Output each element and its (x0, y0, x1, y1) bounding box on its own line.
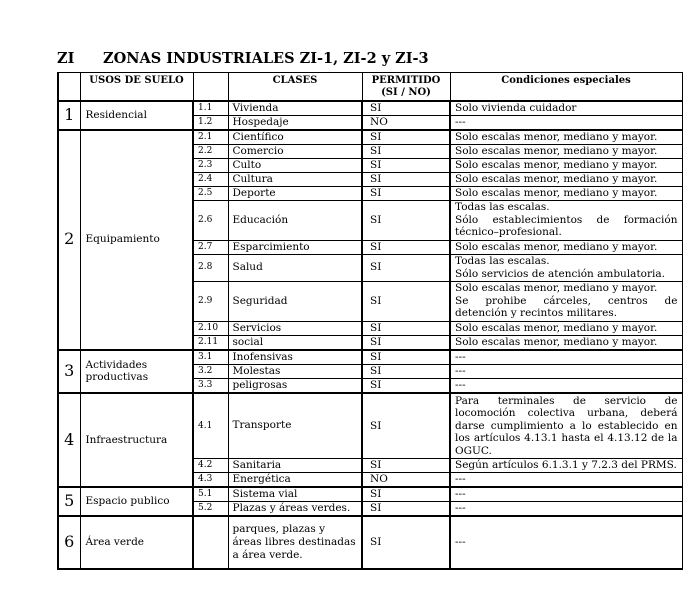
group-number: 1 (58, 101, 80, 130)
class-name: Molestas (228, 364, 362, 378)
class-code: 2.4 (193, 172, 228, 186)
permitted-value: NO (362, 473, 450, 488)
class-code: 2.8 (193, 254, 228, 281)
group-name: Residencial (80, 101, 193, 130)
class-name: Culto (228, 158, 362, 172)
permitted-value: SI (362, 459, 450, 473)
special-conditions: Todas las escalas. Sólo establecimientos de formación técnico–profesional. (450, 200, 682, 240)
class-code: 3.1 (193, 350, 228, 365)
special-conditions: Solo escalas menor, mediano y mayor. (450, 240, 682, 254)
special-conditions: --- (450, 502, 682, 517)
special-conditions: --- (450, 364, 682, 378)
class-name: Inofensivas (228, 350, 362, 365)
class-code: 2.7 (193, 240, 228, 254)
class-code (193, 516, 228, 569)
class-name: Educación (228, 200, 362, 240)
permitted-value: SI (362, 101, 450, 116)
class-code: 2.5 (193, 186, 228, 200)
permitted-value: SI (362, 200, 450, 240)
group-name: Área verde (80, 516, 193, 569)
table-row (58, 130, 682, 145)
special-conditions: --- (450, 350, 682, 365)
special-conditions: --- (450, 115, 682, 130)
class-name: Transporte (228, 393, 362, 459)
permitted-value: SI (362, 172, 450, 186)
class-name: peligrosas (228, 378, 362, 393)
permitted-value: SI (362, 516, 450, 569)
class-name: Deporte (228, 186, 362, 200)
header-blank (58, 73, 80, 101)
special-conditions: --- (450, 487, 682, 502)
class-code: 2.10 (193, 321, 228, 335)
class-name: Sanitaria (228, 459, 362, 473)
permitted-value: SI (362, 254, 450, 281)
header-code-blank (193, 73, 228, 101)
group-number: 6 (58, 516, 80, 569)
header-clases: CLASES (228, 73, 362, 101)
permitted-value: SI (362, 281, 450, 321)
header-usos: USOS DE SUELO (80, 73, 193, 101)
special-conditions: Según artículos 6.1.3.1 y 7.2.3 del PRMS. (450, 459, 682, 473)
group-name: Actividades productivas (80, 350, 193, 393)
table-row (58, 516, 682, 569)
zoning-table (57, 72, 683, 570)
group-number: 5 (58, 487, 80, 516)
permitted-value: SI (362, 393, 450, 459)
class-code: 2.1 (193, 130, 228, 145)
permitted-value: SI (362, 130, 450, 145)
special-conditions: Solo vivienda cuidador (450, 101, 682, 116)
table-row (58, 487, 682, 502)
class-code: 3.3 (193, 378, 228, 393)
group-name: Infraestructura (80, 393, 193, 488)
class-code: 4.3 (193, 473, 228, 488)
permitted-value: SI (362, 335, 450, 350)
class-name: Seguridad (228, 281, 362, 321)
class-name: social (228, 335, 362, 350)
special-conditions: Para terminales de servicio de locomoción colectiva urbana, deberá darse cumplimiento a lo establecido en los artículos 4.13.1 hasta el 4.13.12 de la OGUC. (450, 393, 682, 459)
class-name: Comercio (228, 144, 362, 158)
special-conditions: --- (450, 473, 682, 488)
permitted-value: SI (362, 350, 450, 365)
permitted-value: SI (362, 364, 450, 378)
permitted-value: SI (362, 144, 450, 158)
table-row (58, 393, 682, 459)
class-code: 3.2 (193, 364, 228, 378)
permitted-value: SI (362, 240, 450, 254)
permitted-value: SI (362, 158, 450, 172)
header-condiciones: Condiciones especiales (450, 73, 682, 101)
page-title (57, 50, 429, 67)
class-code: 2.11 (193, 335, 228, 350)
permitted-value: NO (362, 115, 450, 130)
permitted-value: SI (362, 378, 450, 393)
class-name: Científico (228, 130, 362, 145)
class-code: 4.1 (193, 393, 228, 459)
class-name: Hospedaje (228, 115, 362, 130)
class-code: 2.9 (193, 281, 228, 321)
special-conditions: --- (450, 516, 682, 569)
group-number: 2 (58, 130, 80, 350)
permitted-value: SI (362, 487, 450, 502)
special-conditions: Solo escalas menor, mediano y mayor. (450, 130, 682, 145)
group-number: 4 (58, 393, 80, 488)
class-name: Servicios (228, 321, 362, 335)
special-conditions: Solo escalas menor, mediano y mayor. (450, 144, 682, 158)
permitted-value: SI (362, 321, 450, 335)
group-name: Espacio publico (80, 487, 193, 516)
special-conditions: Solo escalas menor, mediano y mayor. (450, 335, 682, 350)
special-conditions: Solo escalas menor, mediano y mayor. (450, 321, 682, 335)
permitted-value: SI (362, 502, 450, 517)
permitted-value: SI (362, 186, 450, 200)
class-name: Esparcimiento (228, 240, 362, 254)
class-name: Plazas y áreas verdes. (228, 502, 362, 517)
special-conditions: Todas las escalas. Sólo servicios de atención ambulatoria. (450, 254, 682, 281)
group-name: Equipamiento (80, 130, 193, 350)
table-row (58, 350, 682, 365)
special-conditions: --- (450, 378, 682, 393)
class-name: Energética (228, 473, 362, 488)
class-name: Cultura (228, 172, 362, 186)
table-row (58, 101, 682, 116)
class-name: Salud (228, 254, 362, 281)
class-code: 1.2 (193, 115, 228, 130)
class-name: Sistema vial (228, 487, 362, 502)
special-conditions: Solo escalas menor, mediano y mayor. (450, 158, 682, 172)
table-body (58, 101, 682, 570)
zone-title: ZONAS INDUSTRIALES ZI-1, ZI-2 y ZI-3 (103, 50, 429, 67)
special-conditions: Solo escalas menor, mediano y mayor. (450, 186, 682, 200)
class-name: parques, plazas y áreas libres destinadas a área verde. (228, 516, 362, 569)
class-code: 2.6 (193, 200, 228, 240)
class-code: 1.1 (193, 101, 228, 116)
class-code: 4.2 (193, 459, 228, 473)
class-name: Vivienda (228, 101, 362, 116)
class-code: 2.2 (193, 144, 228, 158)
zone-code: ZI (57, 50, 75, 67)
special-conditions: Solo escalas menor, mediano y mayor. Se prohibe cárceles, centros de detención y recintos militares. (450, 281, 682, 321)
group-number: 3 (58, 350, 80, 393)
header-permitido: PERMITIDO (SI / NO) (362, 73, 450, 101)
special-conditions: Solo escalas menor, mediano y mayor. (450, 172, 682, 186)
class-code: 5.2 (193, 502, 228, 517)
class-code: 5.1 (193, 487, 228, 502)
class-code: 2.3 (193, 158, 228, 172)
